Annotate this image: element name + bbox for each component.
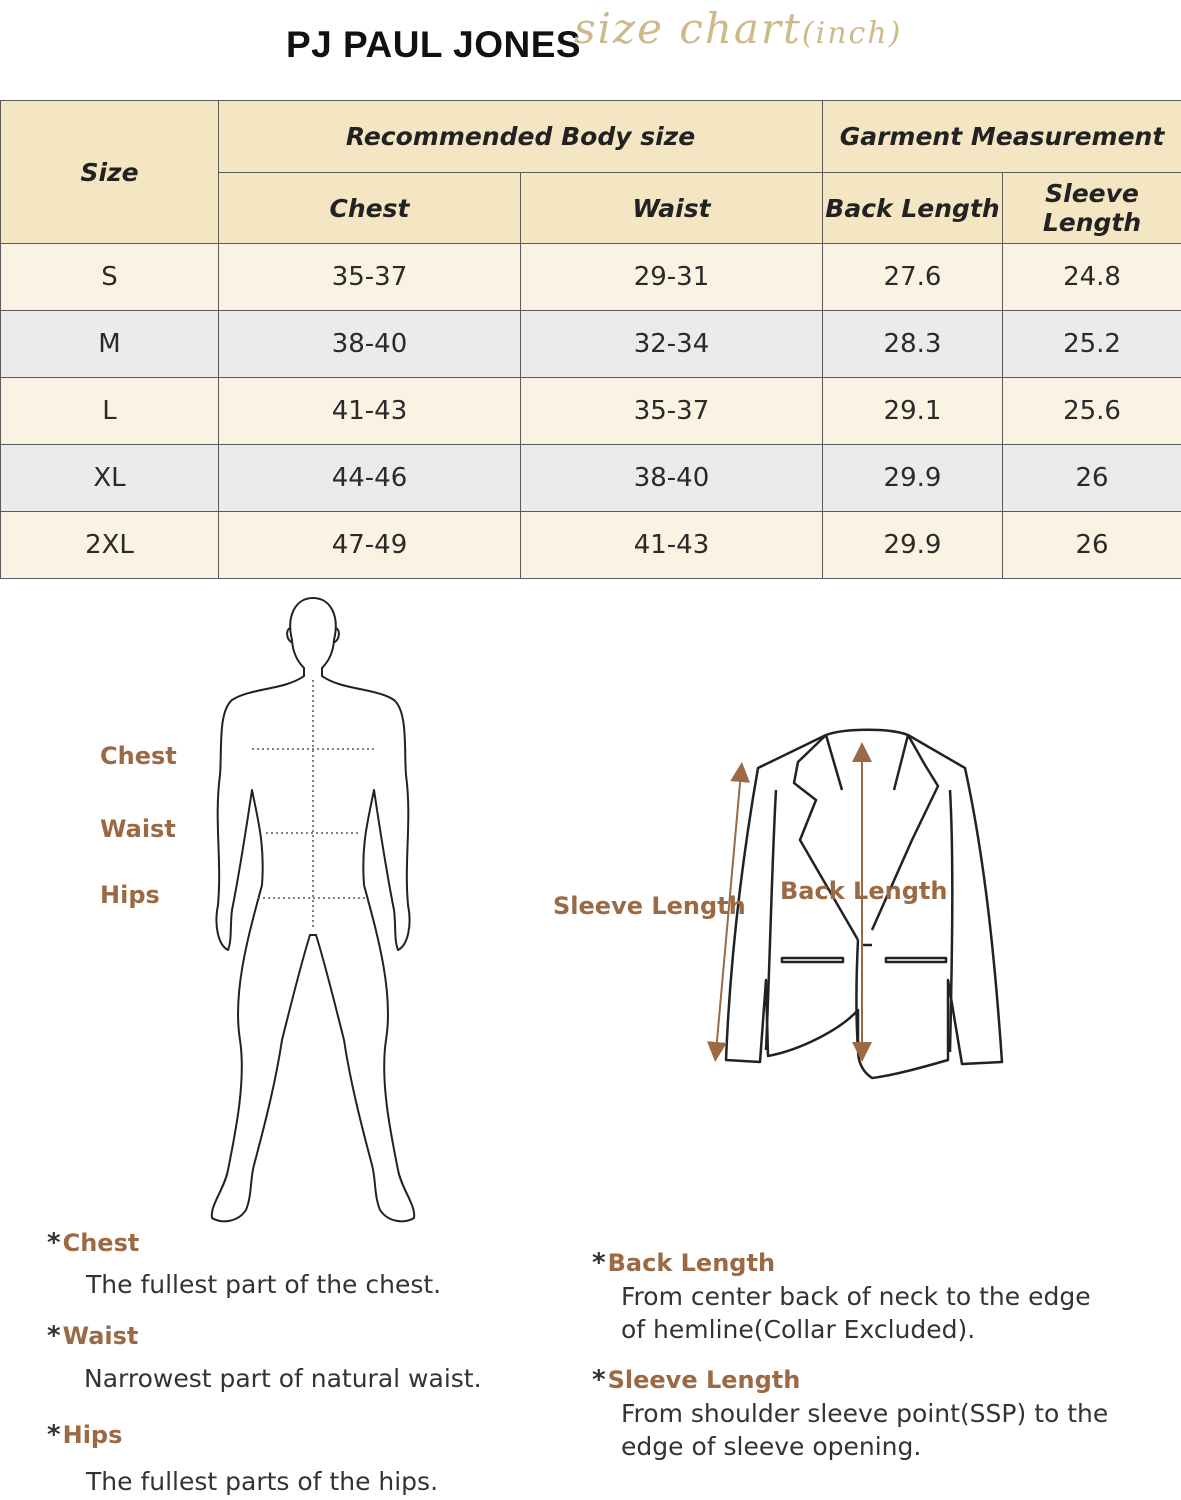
asterisk-icon: * [47,1321,61,1351]
script-title-unit: (inch) [801,16,903,51]
cell-back-length: 29.9 [823,512,1003,579]
column-header-sleeve-length: Sleeve Length [1003,173,1181,244]
table-row [1,378,1181,445]
cell-back-length: 29.9 [823,445,1003,512]
sleeve-length-label: Sleeve Length [553,892,746,920]
cell-chest: 44-46 [219,445,521,512]
cell-size: 2XL [1,512,219,579]
group-garment-header: Garment Measurement [823,101,1181,173]
cell-sleeve-length: 25.6 [1003,378,1181,445]
cell-waist: 32-34 [521,311,823,378]
note-chest-text: The fullest part of the chest. [86,1270,442,1299]
note-waist-text: Narrowest part of natural waist. [84,1364,482,1393]
cell-waist: 38-40 [521,445,823,512]
note-hips-title-text: Hips [62,1421,123,1449]
cell-size: S [1,244,219,311]
note-back-length-text [621,1280,1091,1346]
size-header: Size [1,101,219,244]
cell-chest: 41-43 [219,378,521,445]
table-row [1,512,1181,579]
cell-chest: 35-37 [219,244,521,311]
column-header-chest: Chest [219,173,521,244]
hips-label: Hips [100,881,160,909]
cell-size: XL [1,445,219,512]
asterisk-icon: * [592,1248,606,1278]
note-sleeve-length-title [592,1365,800,1395]
asterisk-icon: * [592,1365,606,1395]
cell-waist: 29-31 [521,244,823,311]
waist-label: Waist [100,815,176,843]
note-hips-title [47,1420,122,1450]
note-waist-title [47,1321,138,1351]
chest-label: Chest [100,742,177,770]
cell-back-length: 27.6 [823,244,1003,311]
cell-size: L [1,378,219,445]
note-sleeve-length-text [621,1397,1108,1463]
script-title-text: size chart [574,4,802,53]
note-back-length-title [592,1248,775,1278]
script-title [574,4,902,53]
cell-sleeve-length: 24.8 [1003,244,1181,311]
cell-back-length: 29.1 [823,378,1003,445]
cell-chest: 38-40 [219,311,521,378]
group-body-header: Recommended Body size [219,101,823,173]
asterisk-icon: * [47,1228,61,1258]
column-header-waist: Waist [521,173,823,244]
brand-name: PJ PAUL JONES [286,24,582,65]
table-row [1,311,1181,378]
header [0,0,1181,100]
note-sleeve-length-title-text: Sleeve Length [607,1366,801,1394]
cell-waist: 35-37 [521,378,823,445]
jacket-illustration [700,722,1020,1092]
back-length-label: Back Length [780,877,948,905]
cell-sleeve-length: 26 [1003,512,1181,579]
cell-sleeve-length: 26 [1003,445,1181,512]
cell-sleeve-length: 25.2 [1003,311,1181,378]
table-row [1,244,1181,311]
note-back-length-line-2: of hemline(Collar Excluded). [621,1315,976,1344]
cell-size: M [1,311,219,378]
table-row [1,445,1181,512]
note-waist-title-text: Waist [62,1322,139,1350]
cell-back-length: 28.3 [823,311,1003,378]
cell-waist: 41-43 [521,512,823,579]
note-sleeve-length-line-2: edge of sleeve opening. [621,1432,922,1461]
note-back-length-line-1: From center back of neck to the edge [621,1282,1091,1311]
note-back-length-title-text: Back Length [607,1249,776,1277]
note-sleeve-length-line-1: From shoulder sleeve point(SSP) to the [621,1399,1109,1428]
note-chest-title [47,1228,139,1258]
asterisk-icon: * [47,1420,61,1450]
size-table [0,100,1181,579]
body-figure-illustration [200,592,430,1232]
note-chest-title-text: Chest [62,1229,140,1257]
note-hips-text: The fullest parts of the hips. [86,1467,439,1496]
cell-chest: 47-49 [219,512,521,579]
column-header-back-length: Back Length [823,173,1003,244]
